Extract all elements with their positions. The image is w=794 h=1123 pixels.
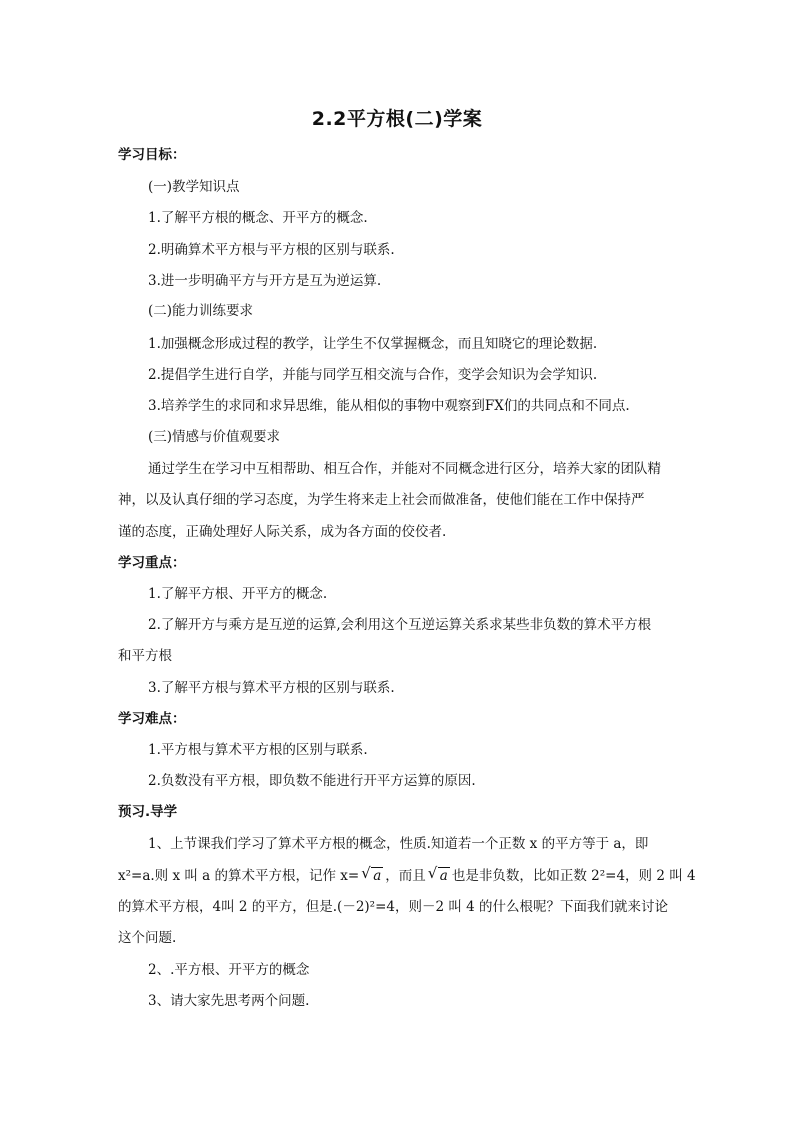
radicand: a [373, 868, 382, 884]
preview-heading: 预习.导学 [118, 804, 178, 820]
preview-line: 这个问题. [118, 930, 177, 946]
objectives-sub-knowledge: (一)教学知识点 [148, 179, 240, 195]
objective-item: 1.了解平方根的概念、开平方的概念. [148, 210, 368, 226]
keypoint-item: 1.了解平方根、开平方的概念. [148, 586, 328, 602]
difficulty-item: 2.负数没有平方根，即负数不能进行开平方运算的原因. [148, 773, 476, 789]
objectives-sub-ability: (二)能力训练要求 [148, 303, 254, 319]
preview-line: 的算术平方根，4叫 2 的平方，但是.(－2)²=4，则－2 叫 4 的什么根呢？下面我们就来讨论 [118, 899, 669, 915]
preview-line: 3、请大家先思考两个问题. [148, 993, 310, 1009]
difficulties-heading: 学习难点： [118, 711, 186, 727]
keypoint-item-continued: 和平方根 [118, 648, 172, 664]
paragraph-line: 神，以及认真仔细的学习态度，为学生将来走上社会而做准备，使他们能在工作中保持严 [118, 492, 645, 508]
keypoint-item: 2.了解开方与乘方是互逆的运算,会利用这个互逆运算关系求某些非负数的算术平方根 [148, 617, 652, 633]
sqrt-symbol [428, 866, 450, 886]
objective-item: 1.加强概念形成过程的教学，让学生不仅掌握概念，而且知晓它的理论数据. [148, 336, 598, 352]
difficulty-item: 1.平方根与算术平方根的区别与联系. [148, 742, 368, 758]
keypoint-item: 3.了解平方根与算术平方根的区别与联系. [148, 680, 395, 696]
page-title: 2.2平方根(二)学案 [311, 108, 483, 130]
objective-item: 2.明确算术平方根与平方根的区别与联系. [148, 242, 395, 258]
formula-text: 也是非负数，比如正数 2²=4，则 2 叫 4 [451, 868, 696, 884]
radicand: a [439, 868, 448, 884]
formula-text: ，而且 [385, 868, 426, 884]
formula-text: x²=a.则 x 叫 a 的算术平方根，记作 x= [118, 868, 360, 884]
objective-item: 3.培养学生的求同和求异思维，能从相似的事物中观察到FX们的共同点和不同点. [148, 398, 630, 414]
objectives-heading: 学习目标： [118, 147, 186, 163]
preview-line: 1、上节课我们学习了算术平方根的概念，性质.知道若一个正数 x 的平方等于 a，即 [148, 836, 649, 852]
keypoints-heading: 学习重点： [118, 555, 186, 571]
preview-line-formula [118, 866, 696, 886]
objective-item: 3.进一步明确平方与开方是互为逆运算. [148, 273, 382, 289]
paragraph-line: 谨的态度，正确处理好人际关系，成为各方面的佼佼者. [118, 524, 447, 540]
paragraph-line: 通过学生在学习中互相帮助、相互合作，并能对不同概念进行区分，培养大家的团队精 [148, 461, 661, 477]
objectives-sub-emotion: (三)情感与价值观要求 [148, 429, 281, 445]
sqrt-symbol [361, 866, 383, 886]
objective-item: 2.提倡学生进行自学，并能与同学互相交流与合作，变学会知识为会学知识. [148, 367, 598, 383]
preview-line: 2、.平方根、开平方的概念 [148, 962, 310, 978]
